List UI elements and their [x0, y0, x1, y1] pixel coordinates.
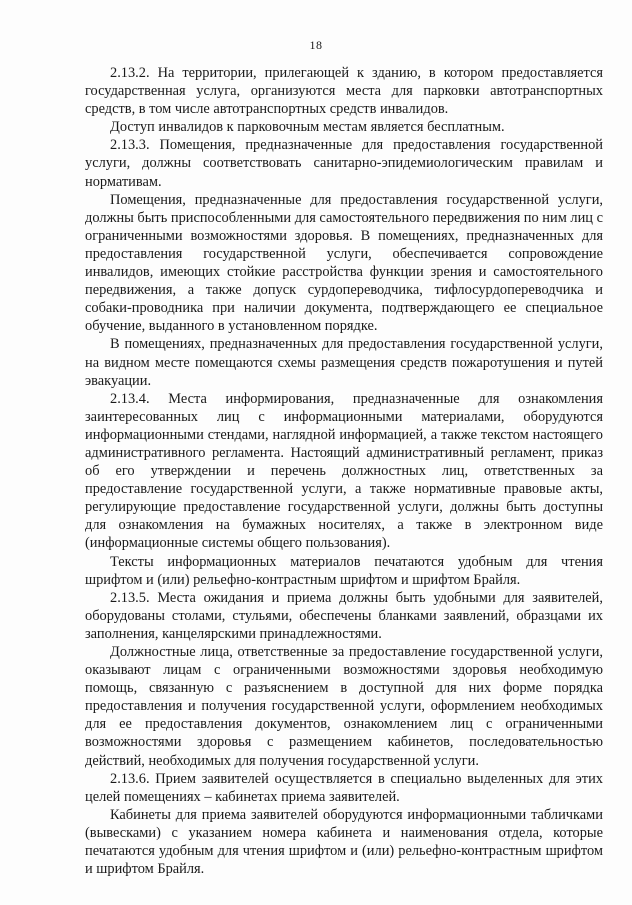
paragraph-2-13-6: 2.13.6. Прием заявителей осуществляется в специально выделенных для этих целей помещениях – кабинетах приема заявителей.	[85, 770, 603, 805]
document-body	[85, 64, 603, 878]
paragraph-parking-free: Доступ инвалидов к парковочным местам является бесплатным.	[110, 119, 505, 136]
paragraph-officials-assistance: Должностные лица, ответственные за предоставление государственной услуги, оказывают лицам с ограниченными возможностями здоровья необходимую помощь, связанную с разъяснением в доступной для них форме порядка предоставления и получения государственной услуги, оформлением необходимых для ее предоставления документов, ознакомлением лиц с ограниченными возможностями здоровья с размещением кабинетов, последовательностью действий, необходимых для получения государственной услуги.	[85, 644, 603, 769]
paragraph-2-13-2: 2.13.2. На территории, прилегающей к зданию, в котором предоставляется государственная услуга, организуются места для парковки автотранспортных средств, в том числе автотранспортных средств инвалидов.	[85, 65, 603, 118]
paragraph-fire-evacuation: В помещениях, предназначенных для предоставления государственной услуги, на видном месте помещаются схемы размещения средств пожаротушения и путей эвакуации.	[85, 336, 603, 389]
paragraph-office-signs: Кабинеты для приема заявителей оборудуются информационными табличками (вывесками) с указанием номера кабинета и наименования отдела, которые печатаются удобным для чтения шрифтом и (или) рельефно-контрастным шрифтом и шрифтом Брайля.	[85, 806, 603, 878]
paragraph-braille-texts: Тексты информационных материалов печатаются удобным для чтения шрифтом и (или) рельефно-контрастным шрифтом и шрифтом Брайля.	[85, 553, 603, 588]
paragraph-2-13-3: 2.13.3. Помещения, предназначенные для предоставления государственной услуги, должны соответствовать санитарно-эпидемиологическим правилам и нормативам.	[85, 137, 603, 190]
page-number: 18	[309, 38, 323, 52]
paragraph-2-13-4: 2.13.4. Места информирования, предназначенные для ознакомления заинтересованных лиц с информационными материалами, оборудуются информационными стендами, наглядной информацией, а также текстом настоящего административного регламента. Настоящий административный регламент, приказ об его утверждении и перечень должностных лиц, ответственных за предоставление государственной услуги, а также нормативные правовые акты, регулирующие предоставление государственной услуги, должны быть доступны для ознакомления на бумажных носителях, а также в электронном виде (информационные системы общего пользования).	[85, 390, 603, 552]
paragraph-premises-accessibility: Помещения, предназначенные для предоставления государственной услуги, должны быть приспособленными для самостоятельного передвижения по ним лиц с ограниченными возможностями здоровья. В помещениях, предназначенных для предоставления государственной услуги, обеспечивается сопровождение инвалидов, имеющих стойкие расстройства функции зрения и самостоятельного передвижения, а также допуск сурдопереводчика, тифлосурдопереводчика и собаки-проводника при наличии документа, подтверждающего ее специальное обучение, выданного в установленном порядке.	[85, 191, 603, 335]
paragraph-2-13-5: 2.13.5. Места ожидания и приема должны быть удобными для заявителей, оборудованы столами, стульями, обеспечены бланками заявлений, образцами их заполнения, канцелярскими принадлежностями.	[85, 589, 603, 642]
